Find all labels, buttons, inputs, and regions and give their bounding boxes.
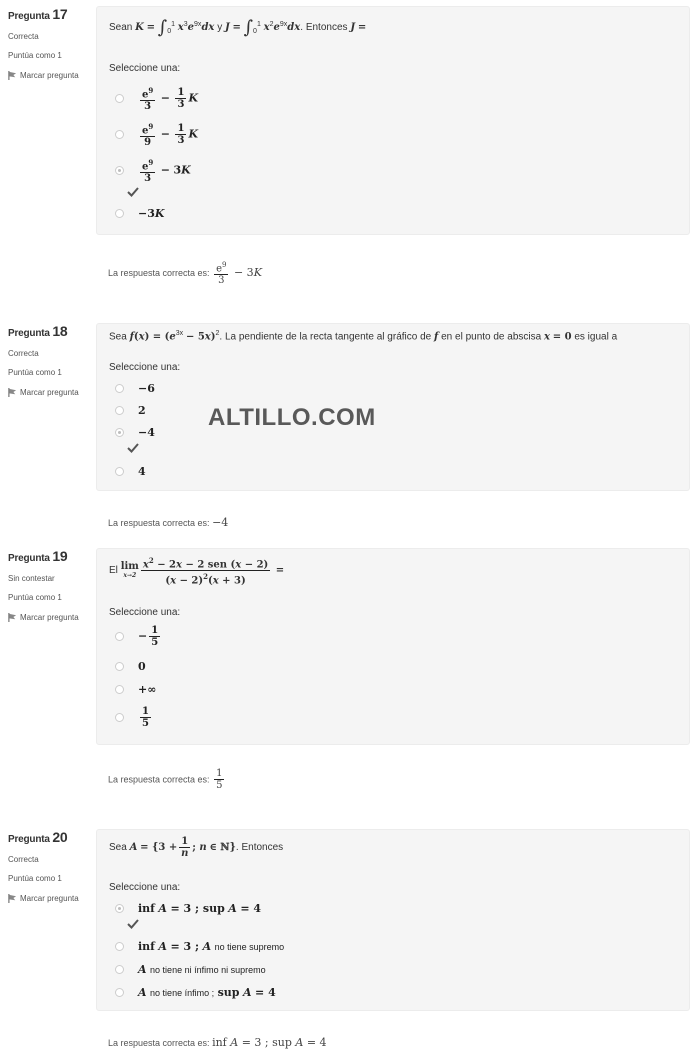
flag-icon bbox=[8, 613, 17, 622]
watermark: ALTILLO.COM bbox=[208, 404, 376, 431]
radio-icon[interactable] bbox=[115, 942, 124, 951]
flag-icon bbox=[8, 71, 17, 80]
question-number: Pregunta 18 bbox=[8, 323, 68, 339]
question-score: Puntúa como 1 bbox=[8, 874, 62, 883]
correct-answer: La respuesta correcta es: −4 bbox=[108, 516, 229, 529]
question-text: Sean $K = \int_0^1$ $x^3e^{9x}dx$ y $J = \int_0^1$ $x^2e^{9x}dx$. Entonces J = bbox=[109, 17, 367, 38]
radio-icon[interactable] bbox=[115, 130, 124, 139]
option-b[interactable]: inf A = 3 ; A no tiene supremo bbox=[115, 940, 284, 953]
question-number: Pregunta 17 bbox=[8, 6, 68, 22]
radio-icon[interactable] bbox=[115, 685, 124, 694]
option-a[interactable]: −6 bbox=[115, 382, 155, 395]
radio-icon[interactable] bbox=[115, 632, 124, 641]
option-a[interactable]: − $\frac{1}{5}$ bbox=[115, 625, 162, 648]
question-state: Correcta bbox=[8, 855, 39, 864]
check-icon bbox=[127, 919, 139, 929]
check-icon bbox=[127, 443, 139, 453]
flag-icon bbox=[8, 894, 17, 903]
radio-icon[interactable] bbox=[115, 209, 124, 218]
check-icon bbox=[127, 187, 139, 197]
flag-question-link[interactable]: Marcar pregunta bbox=[8, 613, 98, 622]
radio-icon[interactable] bbox=[115, 428, 124, 437]
radio-icon[interactable] bbox=[115, 384, 124, 393]
option-a[interactable]: inf A = 3 ; sup A = 4 bbox=[115, 902, 261, 915]
radio-icon[interactable] bbox=[115, 467, 124, 476]
question-text: Sea $f(x) = (e^{3x} - 5x)^2$. La pendiente de la recta tangente al gráfico de f en el punto de abscisa x = 0 es igual a bbox=[109, 330, 618, 343]
option-a[interactable]: $\frac{e^9}{3}$ − $\frac{1}{3}$ K bbox=[115, 85, 198, 112]
select-prompt: Seleccione una: bbox=[109, 607, 181, 618]
radio-icon[interactable] bbox=[115, 965, 124, 974]
correct-answer: La respuesta correcta es: $\frac{e^9}{3}$ − 3K bbox=[108, 261, 262, 287]
question-box bbox=[96, 829, 690, 1011]
question-number: Pregunta 19 bbox=[8, 548, 68, 564]
option-c[interactable]: $\frac{e^9}{3}$ − 3K bbox=[115, 157, 191, 184]
question-box bbox=[96, 6, 690, 235]
option-c[interactable]: −4 bbox=[115, 426, 155, 439]
question-box bbox=[96, 548, 690, 745]
question-info bbox=[8, 548, 98, 622]
option-d[interactable]: 4 bbox=[115, 465, 146, 478]
question-info bbox=[8, 829, 98, 903]
question-20 bbox=[0, 829, 700, 1054]
flag-icon bbox=[8, 388, 17, 397]
question-state: Correcta bbox=[8, 349, 39, 358]
question-number: Pregunta 20 bbox=[8, 829, 68, 845]
radio-icon[interactable] bbox=[115, 166, 124, 175]
select-prompt: Seleccione una: bbox=[109, 882, 181, 893]
select-prompt: Seleccione una: bbox=[109, 63, 181, 74]
question-score: Puntúa como 1 bbox=[8, 51, 62, 60]
flag-question-link[interactable]: Marcar pregunta bbox=[8, 388, 98, 397]
correct-answer: La respuesta correcta es: inf A = 3 ; sup A = 4 bbox=[108, 1036, 327, 1049]
question-text: Sea A = {3 + $\frac{1}{n}$ ; n ∈ ℕ} . Entonces bbox=[109, 836, 284, 859]
radio-icon[interactable] bbox=[115, 904, 124, 913]
option-d[interactable]: $\frac{1}{5}$ bbox=[115, 706, 153, 729]
question-info bbox=[8, 323, 98, 397]
option-b[interactable]: 0 bbox=[115, 660, 146, 673]
radio-icon[interactable] bbox=[115, 94, 124, 103]
question-state: Sin contestar bbox=[8, 574, 55, 583]
flag-question-link[interactable]: Marcar pregunta bbox=[8, 894, 98, 903]
flag-question-link[interactable]: Marcar pregunta bbox=[8, 71, 98, 80]
question-17 bbox=[0, 6, 700, 296]
radio-icon[interactable] bbox=[115, 662, 124, 671]
option-b[interactable]: $\frac{e^9}{9}$ − $\frac{1}{3}$ K bbox=[115, 121, 198, 148]
option-d[interactable]: −3K bbox=[115, 207, 164, 220]
question-info bbox=[8, 6, 98, 80]
radio-icon[interactable] bbox=[115, 988, 124, 997]
option-b[interactable]: 2 bbox=[115, 404, 146, 417]
select-prompt: Seleccione una: bbox=[109, 362, 181, 373]
question-box bbox=[96, 323, 690, 491]
correct-answer: La respuesta correcta es: $\frac{1}{5}$ bbox=[108, 768, 223, 791]
radio-icon[interactable] bbox=[115, 406, 124, 415]
radio-icon[interactable] bbox=[115, 713, 124, 722]
question-score: Puntúa como 1 bbox=[8, 593, 62, 602]
option-c[interactable]: +∞ bbox=[115, 683, 156, 696]
question-state: Correcta bbox=[8, 32, 39, 41]
question-text: El lim x→2 $\frac{x^2 - 2x - 2 sen (x - 2)}{(x - 2)^2(x + 3)}$ = bbox=[109, 556, 285, 587]
question-19 bbox=[0, 548, 700, 808]
option-c[interactable]: A no tiene ni ínfimo ni supremo bbox=[115, 963, 266, 976]
question-score: Puntúa como 1 bbox=[8, 368, 62, 377]
option-d[interactable]: A no tiene ínfimo ; sup A = 4 bbox=[115, 986, 276, 999]
